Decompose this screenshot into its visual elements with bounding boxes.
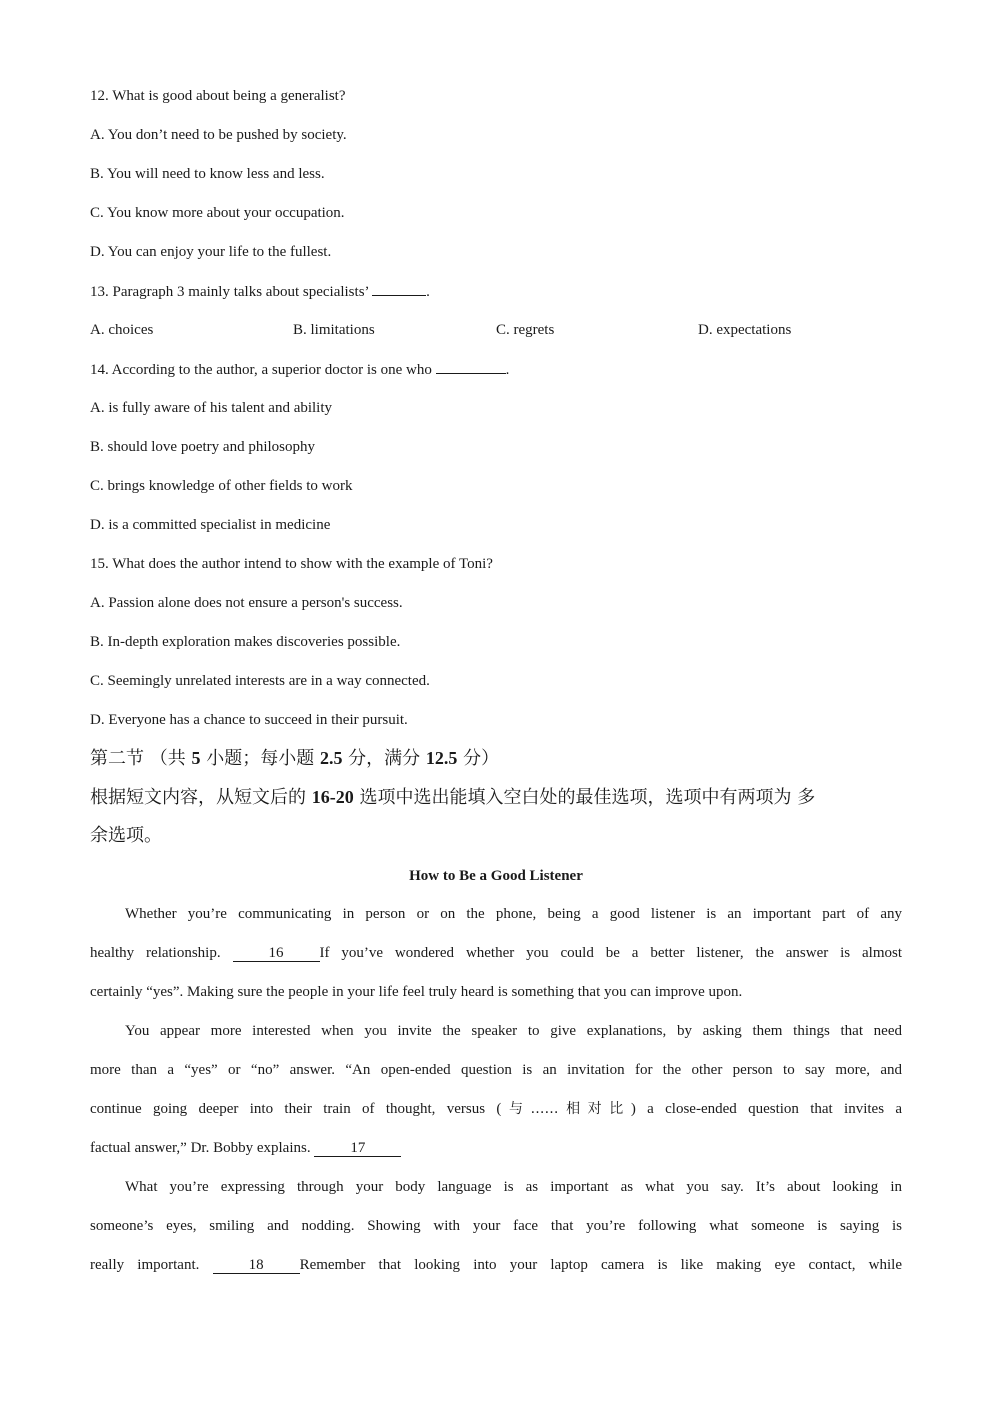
instruction-text: 选项中选出能填入空白处的最佳选项，选项中有两项为 多 — [359, 787, 816, 808]
passage-paragraph-1 — [90, 895, 902, 1012]
section-2-instructions-cont: 余选项。 — [90, 825, 162, 846]
question-14-stem-line — [90, 359, 509, 380]
question-count: 5 — [191, 748, 201, 768]
question-13-option-a: A. choices — [90, 322, 154, 338]
question-12-option-b: B. You will need to know less and less. — [90, 166, 325, 182]
text-line — [90, 1246, 902, 1285]
heading-text: 第二节 （共 — [90, 748, 186, 769]
passage-paragraph-2 — [90, 1012, 902, 1168]
question-14-end: . — [505, 362, 510, 378]
section-2-heading — [90, 746, 499, 771]
heading-text: 分） — [463, 748, 500, 769]
text-line — [90, 934, 902, 973]
blank-underline — [288, 945, 320, 962]
question-12-stem: 12. What is good about being a generalist? — [90, 88, 346, 104]
total-points: 12.5 — [425, 748, 458, 768]
text-line: You appear more interested when you invite the speaker to give explanations, by asking them things that need — [125, 1023, 902, 1039]
question-14-stem: 14. According to the author, a superior doctor is one who — [90, 362, 432, 378]
question-13-option-c: C. regrets — [496, 322, 555, 338]
text-span: continue going deeper into their train of thought, versus ( — [90, 1101, 502, 1117]
text-span: ) a close-ended question that invites a — [630, 1101, 903, 1117]
text-line — [90, 1090, 902, 1129]
points-per-question: 2.5 — [319, 748, 343, 768]
blank-underline — [369, 1140, 401, 1157]
text-line — [90, 1129, 902, 1168]
question-13-stem-line — [90, 281, 430, 302]
answer-blank — [436, 359, 506, 374]
question-14-option-a: A. is fully aware of his talent and ability — [90, 400, 333, 416]
passage-title: How to Be a Good Listener — [409, 868, 583, 884]
heading-text: 分，满分 — [348, 748, 421, 769]
text-line: more than a “yes” or “no” answer. “An open-ended question is an invitation for the other person to say more, and — [90, 1062, 902, 1078]
question-15-option-a: A. Passion alone does not ensure a person's success. — [90, 595, 403, 611]
question-15-option-b: B. In-depth exploration makes discoveries possible. — [90, 634, 401, 650]
instruction-text: 根据短文内容，从短文后的 — [90, 787, 306, 808]
heading-text: 小题；每小题 — [206, 748, 315, 769]
blank-17: 17 — [314, 1140, 369, 1157]
option-range: 16-20 — [311, 787, 354, 807]
blank-underline — [268, 1257, 300, 1274]
question-12-option-a: A. You don’t need to be pushed by society. — [90, 127, 347, 143]
text-line: certainly “yes”. Making sure the people in your life feel truly heard is something that you can improve upon. — [90, 984, 743, 1000]
question-12-option-c: C. You know more about your occupation. — [90, 205, 345, 221]
blank-18: 18 — [213, 1257, 268, 1274]
blank-16: 16 — [233, 945, 288, 962]
question-15-option-d: D. Everyone has a chance to succeed in their pursuit. — [90, 712, 408, 728]
passage-paragraph-3 — [90, 1168, 902, 1285]
question-13-stem: 13. Paragraph 3 mainly talks about specialists’ — [90, 284, 369, 300]
text-span: factual answer,” Dr. Bobby explains. — [90, 1140, 311, 1156]
answer-blank — [372, 281, 426, 296]
text-line: What you’re expressing through your body language is as important as what you say. It’s about looking in — [125, 1179, 902, 1195]
text-span: healthy relationship. — [90, 945, 221, 961]
text-line: someone’s eyes, smiling and nodding. Showing with your face that you’re following what someone is saying is — [90, 1218, 902, 1234]
question-14-option-c: C. brings knowledge of other fields to work — [90, 478, 353, 494]
text-span: really important. — [90, 1257, 200, 1273]
chinese-gloss: 与……相对比 — [501, 1101, 631, 1117]
question-13-end: . — [426, 284, 430, 300]
question-15-stem: 15. What does the author intend to show with the example of Toni? — [90, 556, 493, 572]
text-span: If you’ve wondered whether you could be a better listener, the answer is almost — [319, 945, 903, 961]
question-13-option-b: B. limitations — [293, 322, 375, 338]
question-15-option-c: C. Seemingly unrelated interests are in a way connected. — [90, 673, 430, 689]
question-12-option-d: D. You can enjoy your life to the fullest. — [90, 244, 332, 260]
text-span: Remember that looking into your laptop camera is like making eye contact, while — [299, 1257, 902, 1273]
question-13-option-d: D. expectations — [698, 322, 792, 338]
question-14-option-d: D. is a committed specialist in medicine — [90, 517, 331, 533]
text-line: Whether you’re communicating in person or on the phone, being a good listener is an important part of any — [125, 906, 902, 922]
section-2-instructions — [90, 785, 902, 810]
question-14-option-b: B. should love poetry and philosophy — [90, 439, 315, 455]
